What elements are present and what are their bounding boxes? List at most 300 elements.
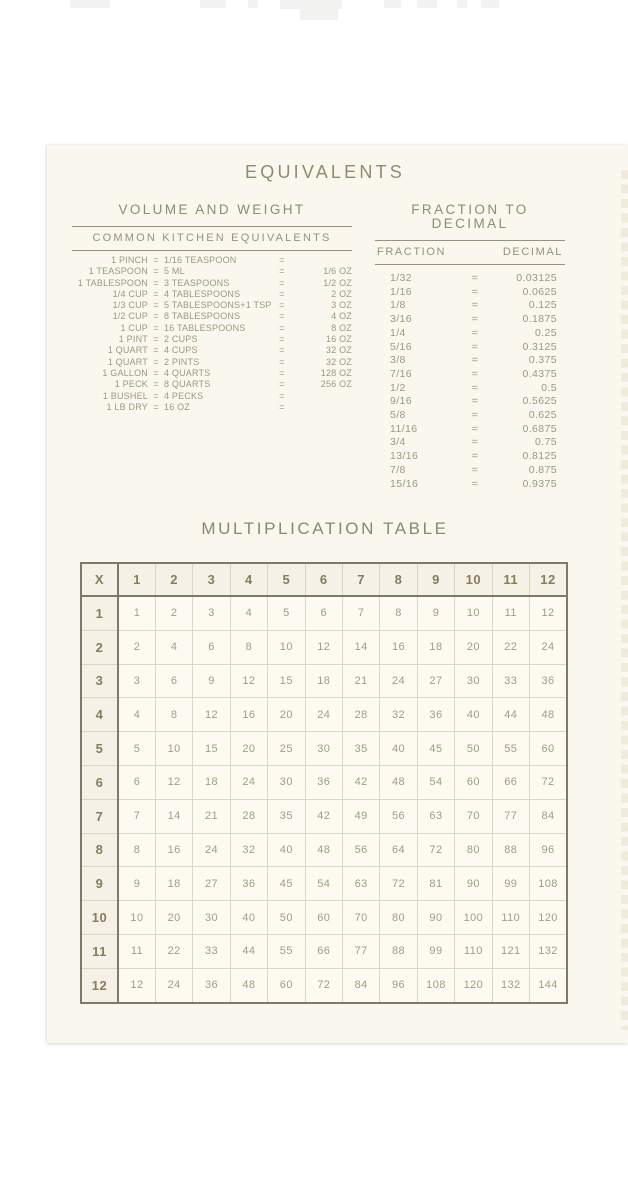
ounces-value: 4 OZ	[331, 311, 352, 322]
product-cell: 21	[193, 799, 230, 833]
measure-value: 5 ML	[164, 266, 185, 277]
product-cell: 10	[118, 901, 155, 935]
row-header-cell: 7	[81, 799, 118, 833]
product-cell: 120	[455, 968, 492, 1002]
cutoff-artifact	[248, 0, 258, 8]
product-cell: 66	[492, 765, 529, 799]
measure-value: 5 TABLESPOONS+1 TSP	[164, 300, 272, 311]
product-cell: 88	[492, 833, 529, 867]
column-header-cell: 1	[118, 563, 155, 596]
product-cell: 7	[342, 596, 379, 630]
measure-value: 1/16 TEASPOON	[164, 255, 237, 265]
equals-sign: =	[153, 266, 159, 277]
equals-sign: =	[279, 356, 285, 367]
product-cell: 54	[305, 867, 342, 901]
measure-value: 16 TABLESPOONS	[164, 322, 246, 333]
equals-sign: =	[279, 334, 285, 345]
column-header-cell: 8	[380, 563, 417, 596]
product-cell: 33	[492, 664, 529, 698]
multiplication-row	[81, 630, 567, 664]
fraction-value: 5/16	[390, 340, 413, 353]
equals-sign: =	[153, 300, 159, 311]
ounces-value: 3 OZ	[331, 300, 352, 311]
product-cell: 24	[155, 968, 192, 1002]
product-cell: 48	[529, 698, 567, 732]
product-cell: 40	[455, 698, 492, 732]
product-cell: 15	[268, 664, 305, 698]
ounces-value: 128 OZ	[320, 367, 352, 378]
fraction-decimal-heading: FRACTION TO DECIMAL	[375, 203, 565, 241]
equals-sign: =	[471, 299, 479, 312]
measure-value: 16 OZ	[164, 401, 191, 412]
product-cell: 8	[380, 596, 417, 630]
fraction-decimal-row	[375, 341, 565, 355]
product-cell: 9	[417, 596, 454, 630]
ounces-value: 16 OZ	[325, 334, 352, 345]
product-cell: 55	[268, 934, 305, 968]
product-cell: 80	[380, 901, 417, 935]
product-cell: 70	[455, 799, 492, 833]
product-cell: 16	[380, 630, 417, 664]
product-cell: 8	[118, 833, 155, 867]
product-cell: 21	[342, 664, 379, 698]
product-cell: 144	[529, 968, 567, 1002]
fraction-value: 1/2	[390, 381, 406, 394]
fraction-column-label: FRACTION	[377, 246, 447, 258]
page-title: EQUIVALENTS	[245, 162, 405, 182]
kitchen-equivalent-row	[72, 345, 352, 356]
column-header-cell: 10	[455, 563, 492, 596]
kitchen-equivalent-row	[72, 379, 352, 390]
row-header-cell: 8	[81, 833, 118, 867]
equals-sign: =	[471, 326, 479, 339]
kitchen-equivalent-row	[72, 255, 352, 266]
column-header-cell: 12	[529, 563, 567, 596]
equals-sign: =	[153, 367, 159, 378]
product-cell: 72	[305, 968, 342, 1002]
product-cell: 77	[342, 934, 379, 968]
fraction-value: 15/16	[390, 477, 419, 490]
product-cell: 15	[193, 732, 230, 766]
product-cell: 18	[305, 664, 342, 698]
product-cell: 36	[417, 698, 454, 732]
measure-value: 3 TEASPOONS	[164, 277, 230, 288]
fraction-value: 11/16	[390, 422, 418, 435]
product-cell: 6	[118, 765, 155, 799]
product-cell: 12	[230, 664, 267, 698]
product-cell: 12	[155, 765, 192, 799]
product-cell: 70	[342, 901, 379, 935]
equals-sign: =	[153, 356, 159, 367]
cutoff-artifact	[70, 0, 110, 8]
measure-label: 1 BUSHEL	[102, 390, 148, 401]
decimal-value: 0.625	[528, 409, 557, 422]
measure-label: 1 TEASPOON	[88, 266, 148, 277]
product-cell: 35	[268, 799, 305, 833]
product-cell: 42	[305, 799, 342, 833]
measure-label: 1 QUART	[107, 345, 148, 356]
decimal-value: 0.9375	[522, 477, 557, 490]
product-cell: 110	[492, 901, 529, 935]
measure-value: 4 TABLESPOONS	[164, 288, 241, 299]
product-cell: 55	[492, 732, 529, 766]
multiplication-row	[81, 901, 567, 935]
equals-sign: =	[153, 277, 159, 288]
decimal-value: 0.5625	[522, 395, 557, 408]
product-cell: 36	[305, 765, 342, 799]
kitchen-equivalent-row	[72, 323, 352, 334]
fraction-value: 9/16	[390, 395, 413, 408]
measure-label: 1 GALLON	[102, 367, 148, 378]
fraction-decimal-row	[375, 423, 565, 437]
product-cell: 60	[305, 901, 342, 935]
ounces-value: 32 OZ	[325, 356, 352, 367]
measure-label: 1/3 CUP	[112, 300, 148, 311]
product-cell: 108	[417, 968, 454, 1002]
kitchen-equivalent-row	[72, 266, 352, 277]
decimal-value: 0.03125	[516, 272, 557, 284]
product-cell: 84	[529, 799, 567, 833]
equals-sign: =	[471, 340, 479, 353]
equals-sign: =	[153, 322, 159, 333]
equals-sign: =	[279, 300, 285, 311]
product-cell: 18	[193, 765, 230, 799]
decimal-value: 0.375	[528, 354, 557, 367]
ounces-value: 8 OZ	[331, 322, 352, 333]
product-cell: 12	[529, 596, 567, 630]
column-header-cell: 3	[193, 563, 230, 596]
volume-weight-section	[72, 203, 352, 413]
product-cell: 48	[230, 968, 267, 1002]
ounces-value: 2 OZ	[331, 288, 352, 299]
fraction-decimal-row	[375, 436, 565, 450]
product-cell: 56	[380, 799, 417, 833]
ounces-value	[290, 391, 352, 402]
product-cell: 25	[268, 732, 305, 766]
equals-sign: =	[279, 322, 285, 333]
fraction-decimal-columns	[375, 246, 565, 265]
product-cell: 12	[118, 968, 155, 1002]
product-cell: 14	[342, 630, 379, 664]
product-cell: 6	[155, 664, 192, 698]
multiplication-header-row	[81, 563, 567, 596]
decimal-value: 0.1875	[522, 313, 557, 326]
fraction-decimal-row	[375, 286, 565, 300]
measure-label: 1 PINCH	[111, 255, 148, 265]
product-cell: 60	[529, 732, 567, 766]
equals-sign: =	[471, 409, 479, 422]
fraction-decimal-list	[375, 272, 565, 491]
measure-value: 8 TABLESPOONS	[164, 311, 241, 322]
ounces-value	[290, 402, 352, 413]
row-header-cell: 12	[81, 968, 118, 1002]
product-cell: 108	[529, 867, 567, 901]
fraction-value: 1/4	[390, 326, 406, 339]
product-cell: 6	[305, 596, 342, 630]
fraction-value: 7/8	[390, 463, 406, 476]
multiplication-row	[81, 732, 567, 766]
product-cell: 56	[342, 833, 379, 867]
planner-page	[47, 145, 628, 1043]
fraction-decimal-row	[375, 464, 565, 478]
fraction-value: 7/16	[390, 367, 413, 380]
cutoff-artifact	[481, 0, 499, 8]
product-cell: 4	[155, 630, 192, 664]
product-cell: 24	[380, 664, 417, 698]
product-cell: 27	[193, 867, 230, 901]
equals-sign: =	[471, 463, 479, 476]
product-cell: 20	[455, 630, 492, 664]
product-cell: 36	[193, 968, 230, 1002]
row-header-cell: 1	[81, 596, 118, 630]
fraction-value: 13/16	[390, 450, 419, 463]
measure-value: 2 CUPS	[164, 334, 198, 345]
equals-sign: =	[471, 450, 479, 463]
product-cell: 2	[118, 630, 155, 664]
product-cell: 132	[529, 934, 567, 968]
column-header-cell: 2	[155, 563, 192, 596]
product-cell: 90	[455, 867, 492, 901]
equals-sign: =	[153, 334, 159, 345]
equals-sign: =	[153, 379, 159, 390]
row-header-cell: 2	[81, 630, 118, 664]
equals-sign: =	[279, 401, 285, 412]
kitchen-equivalent-row	[72, 402, 352, 413]
equals-sign: =	[279, 367, 285, 378]
product-cell: 77	[492, 799, 529, 833]
column-header-cell: 5	[268, 563, 305, 596]
ounces-value	[290, 255, 352, 266]
fraction-value: 1/32	[390, 272, 413, 284]
column-header-cell: 6	[305, 563, 342, 596]
equals-sign: =	[471, 477, 479, 490]
multiplication-row	[81, 833, 567, 867]
row-header-cell: 6	[81, 765, 118, 799]
measure-value: 4 PECKS	[164, 390, 204, 401]
product-cell: 20	[155, 901, 192, 935]
product-cell: 12	[305, 630, 342, 664]
fraction-value: 3/4	[390, 436, 406, 449]
fraction-decimal-row	[375, 409, 565, 423]
multiplication-row	[81, 596, 567, 630]
ounces-value: 1/6 OZ	[323, 266, 352, 277]
measure-label: 1 LB DRY	[106, 401, 148, 412]
cutoff-artifact	[200, 0, 226, 8]
equals-sign: =	[153, 288, 159, 299]
product-cell: 4	[230, 596, 267, 630]
multiplication-row	[81, 867, 567, 901]
fraction-decimal-row	[375, 327, 565, 341]
equals-sign: =	[279, 288, 285, 299]
product-cell: 96	[380, 968, 417, 1002]
product-cell: 63	[417, 799, 454, 833]
multiplication-row	[81, 698, 567, 732]
measure-label: 1 CUP	[120, 322, 148, 333]
equals-sign: =	[471, 367, 479, 380]
product-cell: 3	[193, 596, 230, 630]
product-cell: 8	[155, 698, 192, 732]
product-cell: 50	[455, 732, 492, 766]
ounces-value: 256 OZ	[320, 379, 352, 390]
product-cell: 44	[230, 934, 267, 968]
product-cell: 9	[193, 664, 230, 698]
product-cell: 63	[342, 867, 379, 901]
fraction-decimal-row	[375, 395, 565, 409]
product-cell: 72	[529, 765, 567, 799]
product-cell: 33	[193, 934, 230, 968]
product-cell: 10	[155, 732, 192, 766]
decimal-value: 0.6875	[522, 422, 557, 435]
decimal-value: 0.125	[528, 299, 557, 312]
product-cell: 30	[268, 765, 305, 799]
fraction-decimal-row	[375, 450, 565, 464]
column-header-cell: 9	[417, 563, 454, 596]
product-cell: 32	[380, 698, 417, 732]
product-cell: 10	[268, 630, 305, 664]
product-cell: 14	[155, 799, 192, 833]
equals-sign: =	[153, 390, 159, 401]
product-cell: 28	[342, 698, 379, 732]
multiplication-table	[80, 562, 568, 1004]
product-cell: 121	[492, 934, 529, 968]
fraction-decimal-row	[375, 382, 565, 396]
product-cell: 4	[118, 698, 155, 732]
product-cell: 27	[417, 664, 454, 698]
product-cell: 18	[417, 630, 454, 664]
measure-label: 1 PECK	[114, 379, 148, 390]
equals-sign: =	[471, 272, 479, 284]
product-cell: 3	[118, 664, 155, 698]
measure-value: 8 QUARTS	[164, 379, 211, 390]
product-cell: 81	[417, 867, 454, 901]
product-cell: 40	[230, 901, 267, 935]
product-cell: 72	[380, 867, 417, 901]
product-cell: 2	[155, 596, 192, 630]
product-cell: 36	[529, 664, 567, 698]
kitchen-equivalent-row	[72, 300, 352, 311]
decimal-value: 0.3125	[522, 340, 557, 353]
decimal-column-label: DECIMAL	[502, 246, 563, 258]
product-cell: 18	[155, 867, 192, 901]
product-cell: 11	[492, 596, 529, 630]
product-cell: 16	[230, 698, 267, 732]
product-cell: 120	[529, 901, 567, 935]
decimal-value: 0.875	[528, 463, 557, 476]
product-cell: 72	[417, 833, 454, 867]
product-cell: 48	[380, 765, 417, 799]
product-cell: 84	[342, 968, 379, 1002]
multiplication-row	[81, 799, 567, 833]
product-cell: 49	[342, 799, 379, 833]
product-cell: 99	[492, 867, 529, 901]
product-cell: 5	[118, 732, 155, 766]
equals-sign: =	[153, 345, 159, 356]
product-cell: 80	[455, 833, 492, 867]
product-cell: 48	[305, 833, 342, 867]
product-cell: 20	[268, 698, 305, 732]
equals-sign: =	[153, 311, 159, 322]
product-cell: 22	[155, 934, 192, 968]
product-cell: 66	[305, 934, 342, 968]
row-header-cell: 3	[81, 664, 118, 698]
column-header-cell: 11	[492, 563, 529, 596]
ounces-value: 1/2 OZ	[323, 277, 352, 288]
product-cell: 8	[230, 630, 267, 664]
product-cell: 9	[118, 867, 155, 901]
product-cell: 44	[492, 698, 529, 732]
kitchen-equivalent-row	[72, 278, 352, 289]
decimal-value: 0.75	[534, 436, 557, 449]
cutoff-artifact	[457, 0, 467, 8]
product-cell: 54	[417, 765, 454, 799]
equals-sign: =	[279, 277, 285, 288]
kitchen-equivalent-row	[72, 334, 352, 345]
equals-sign: =	[279, 311, 285, 322]
measure-label: 1/4 CUP	[112, 288, 148, 299]
measure-value: 4 QUARTS	[164, 367, 211, 378]
product-cell: 35	[342, 732, 379, 766]
product-cell: 60	[268, 968, 305, 1002]
equals-sign: =	[279, 266, 285, 277]
kitchen-equivalent-row	[72, 357, 352, 368]
product-cell: 110	[455, 934, 492, 968]
kitchen-equivalent-row	[72, 289, 352, 300]
product-cell: 22	[492, 630, 529, 664]
fraction-decimal-row	[375, 354, 565, 368]
multiplication-row	[81, 664, 567, 698]
product-cell: 40	[380, 732, 417, 766]
equals-sign: =	[471, 354, 479, 367]
fraction-value: 5/8	[390, 409, 406, 422]
cutoff-artifact	[384, 0, 401, 8]
product-cell: 132	[492, 968, 529, 1002]
product-cell: 16	[155, 833, 192, 867]
cutoff-artifact	[300, 0, 338, 20]
multiplication-table-heading: MULTIPLICATION TABLE	[201, 519, 449, 538]
equals-sign: =	[153, 255, 159, 265]
volume-weight-heading: VOLUME AND WEIGHT	[72, 203, 352, 227]
row-header-cell: 5	[81, 732, 118, 766]
product-cell: 7	[118, 799, 155, 833]
product-cell: 30	[455, 664, 492, 698]
product-cell: 24	[230, 765, 267, 799]
equals-sign: =	[279, 345, 285, 356]
multiplication-row	[81, 765, 567, 799]
product-cell: 36	[230, 867, 267, 901]
fraction-decimal-row	[375, 299, 565, 313]
kitchen-equivalent-row	[72, 311, 352, 322]
measure-label: 1 PINT	[118, 334, 148, 345]
product-cell: 12	[193, 698, 230, 732]
equals-sign: =	[279, 390, 285, 401]
product-cell: 10	[455, 596, 492, 630]
decimal-value: 0.0625	[522, 285, 557, 298]
equals-sign: =	[471, 395, 479, 408]
fraction-value: 1/16	[390, 285, 413, 298]
equals-sign: =	[279, 379, 285, 390]
measure-value: 4 CUPS	[164, 345, 198, 356]
product-cell: 64	[380, 833, 417, 867]
column-header-cell: 7	[342, 563, 379, 596]
kitchen-equivalents-list	[72, 255, 352, 413]
equals-sign: =	[471, 285, 479, 298]
product-cell: 45	[268, 867, 305, 901]
product-cell: 11	[118, 934, 155, 968]
multiplication-row	[81, 934, 567, 968]
measure-label: 1/2 CUP	[112, 311, 148, 322]
fraction-decimal-section	[375, 203, 565, 491]
product-cell: 42	[342, 765, 379, 799]
